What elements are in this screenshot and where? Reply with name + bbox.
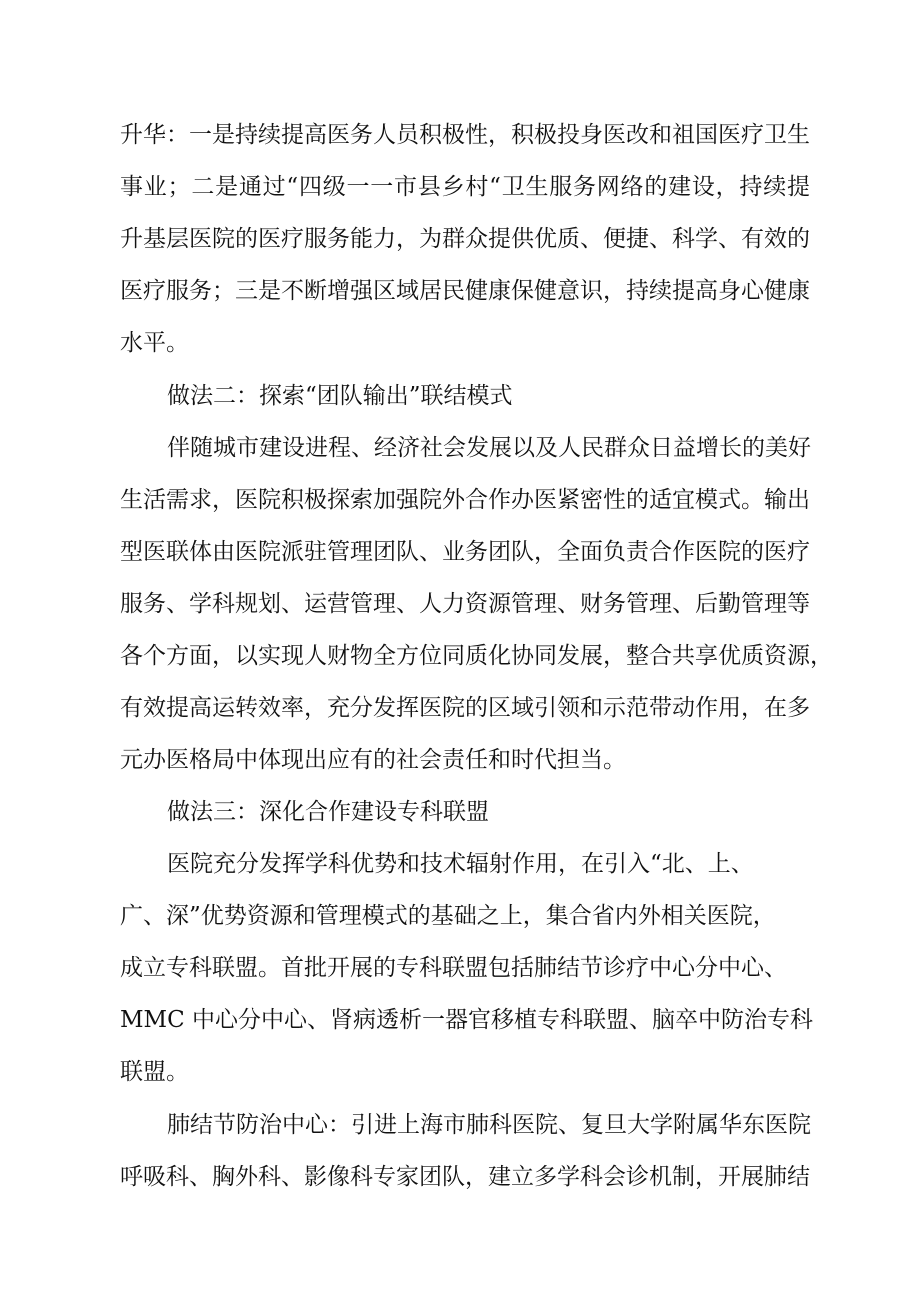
text-line: 医院充分发挥学科优势和技术辐射作用，在引入“北、上、 [167, 851, 754, 877]
text-line: 成立专科联盟。首批开展的专科联盟包括肺结节诊疗中心分中心、 [120, 955, 787, 981]
text-line: 水平。 [120, 330, 189, 356]
text-line: 服务、学科规划、运营管理、人力资源管理、财务管理、后勤管理等 [120, 591, 810, 617]
section-heading-2: 做法二：探索“团队输出”联结模式 [167, 383, 513, 409]
text-line: 呼吸科、胸外科、影像科专家团队，建立多学科会诊机制，开展肺结 [120, 1164, 810, 1190]
text-line: 广、深”优势资源和管理模式的基础之上，集合省内外相关医院， [120, 903, 776, 929]
text-line: 联盟。 [120, 1059, 189, 1085]
text-line: 元办医格局中体现出应有的社会责任和时代担当。 [120, 747, 626, 773]
section-heading-3: 做法三：深化合作建设专科联盟 [167, 799, 489, 825]
text-line: 各个方面，以实现人财物全方位同质化协同发展，整合共享优质资源， [120, 643, 833, 669]
text-line: 有效提高运转效率，充分发挥医院的区域引领和示范带动作用，在多 [120, 695, 810, 721]
text-line: 伴随城市建设进程、经济社会发展以及人民群众日益增长的美好 [167, 435, 811, 461]
text-line: 生活需求，医院积极探索加强院外合作办医紧密性的适宜模式。输出 [120, 487, 810, 513]
text-line: 医疗服务；三是不断增强区域居民健康保健意识，持续提高身心健康 [120, 278, 810, 304]
text-line: 肺结节防治中心：引进上海市肺科医院、复旦大学附属华东医院 [167, 1112, 811, 1138]
text-line: 升基层医院的医疗服务能力，为群众提供优质、便捷、科学、有效的 [120, 226, 810, 252]
text-line: 事业；二是通过“四级一一市县乡村“卫生服务网络的建设，持续提 [120, 174, 810, 200]
text-line: MMC 中心分中心、肾病透析一器官移植专科联盟、脑卒中防治专科 [120, 1007, 814, 1033]
text-line: 型医联体由医院派驻管理团队、业务团队，全面负责合作医院的医疗 [120, 539, 810, 565]
text-line: 升华：一是持续提高医务人员积极性，积极投身医改和祖国医疗卫生 [120, 122, 810, 148]
